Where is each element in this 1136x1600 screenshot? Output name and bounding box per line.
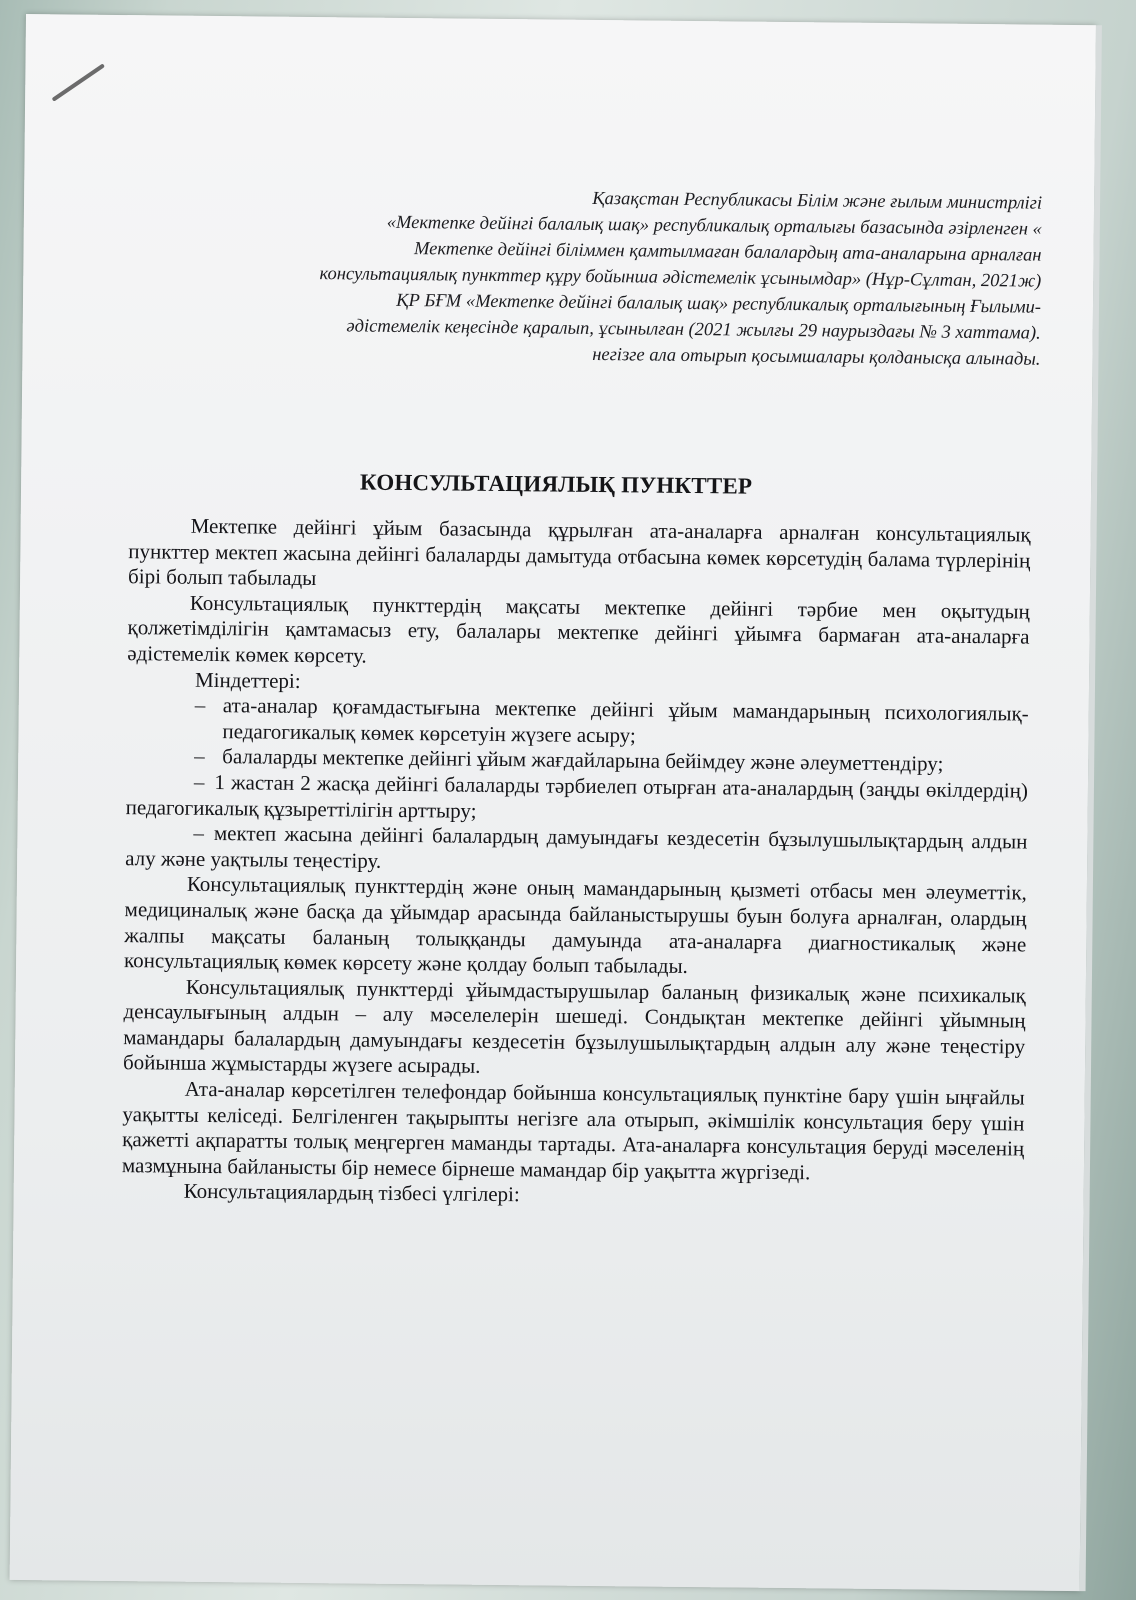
task-item: [126, 769, 1028, 830]
header-line: «Мектепке дейінгі балалық шақ» республикалық орталығы базасында әзірленген «: [386, 212, 1042, 240]
paragraph-function: Консультациялық пункттердің және оның мамандарының қызметі отбасы мен әлеуметтік, медициналық және басқа да ұйымдар арасында байланыстырушы буын болуға арналған, олардың жалпы мақсаты баланың толыққанды дамуында ата-аналарға диагностикалық және консультациялық көмек көрсету және қолдау болып табылады.: [123, 872, 1027, 979]
paragraph-list-intro: Консультациялардың тізбесі үлгілері:: [183, 1179, 520, 1207]
paper-sheet: [10, 14, 1096, 1591]
tasks-label: Міндеттері:: [194, 667, 301, 693]
document-body: [122, 513, 1031, 1213]
paragraph-parents: Ата-аналар көрсетілген телефондар бойынша консультациялық пунктіне бару үшін ыңғайлы уақытты келіседі. Белгіленген тақырыпты негізге ала отырып, әкімшілік консультация беру үшін қажетті ақпаратты толық меңгерген маманды тартады. Ата-аналарға консультация беруді мәселенің мазмұнына байланысты бір немесе бірнеше мамандар бір уақытта жүргізеді.: [121, 1076, 1025, 1185]
header-citation: [112, 181, 1042, 373]
dash-bullet: –: [193, 769, 205, 794]
task-text: 1 жастан 2 жасқа дейінгі балаларды тәрбиелеп отырған ата-аналардың (заңды өкілдердің) педагогикалық құзыреттілігін арттыру;: [125, 769, 1029, 823]
header-line: консультациялық пункттер құру бойынша әдістемелік ұсынымдар» (Нұр-Сұлтан, 2021ж): [319, 264, 1042, 292]
task-item: [125, 820, 1027, 881]
paragraph-goal: Консультациялық пункттердің мақсаты мектепке дейінгі тәрбие мен оқытудың қолжетімділігін қамтамасыз ету, балалары мектепке дейінгі ұйымға бармаған ата-аналарға әдістемелік көмек көрсету.: [127, 590, 1030, 668]
paragraph-intro: Мектепке дейінгі ұйым базасында құрылған ата-аналарға арналған консультациялық пункттер мектеп жасына дейінгі балаларды дамытуда отбасына көмек көрсетудің балама түрлерінің бірі болып табылады: [127, 513, 1031, 591]
dash-bullet: –: [193, 820, 205, 846]
header-line: Мектепке дейінгі біліммен қамтылмаған балалардың ата-аналарына арналған: [413, 239, 1042, 266]
staple-icon: [52, 63, 105, 101]
task-text: балаларды мектепке дейінгі ұйым жағдайларына бейімдеу және әлеуметтендіру;: [222, 744, 944, 776]
paragraph-organizers: Консультациялық пункттерді ұйымдастырушылар баланың физикалық және психикалық денсаулығының алдын – алу мәселелерін шешеді. Сондықтан мектепке дейінгі ұйымның мамандары балалардың дамуындағы кездесетін бұзылушылықтардың алдын алу және теңестіру бойынша жұмыстарды жүзеге асырады.: [122, 974, 1026, 1079]
dash-bullet: –: [194, 744, 205, 769]
header-line: Қазақстан Республикасы Білім және ғылым министрлігі: [592, 188, 1043, 214]
document-title: КОНСУЛЬТАЦИЯЛЫҚ ПУНКТТЕР: [359, 469, 753, 499]
header-line: ҚР БҒМ «Мектепке дейінгі балалық шақ» республикалық орталығының Ғылыми-: [396, 290, 1042, 318]
header-line: әдістемелік кеңесінде қаралып, ұсынылған (2021 жылғы 29 наурыздағы № 3 хаттама).: [346, 316, 1041, 344]
task-item: [126, 692, 1028, 753]
header-line: негізге ала отырып қосымшалары қолданысқа алынады.: [592, 344, 1041, 370]
task-text: ата-аналар қоғамдастығына мектепке дейінгі ұйым мамандарының психологиялық-педагогикалық көмек көрсетуін жүзеге асыру;: [222, 693, 1029, 748]
dash-bullet: –: [194, 692, 206, 718]
task-text: мектеп жасына дейінгі балалардың дамуындағы кездесетін бұзылушылықтардың алдын алу және уақтылы теңестіру.: [125, 821, 1028, 873]
